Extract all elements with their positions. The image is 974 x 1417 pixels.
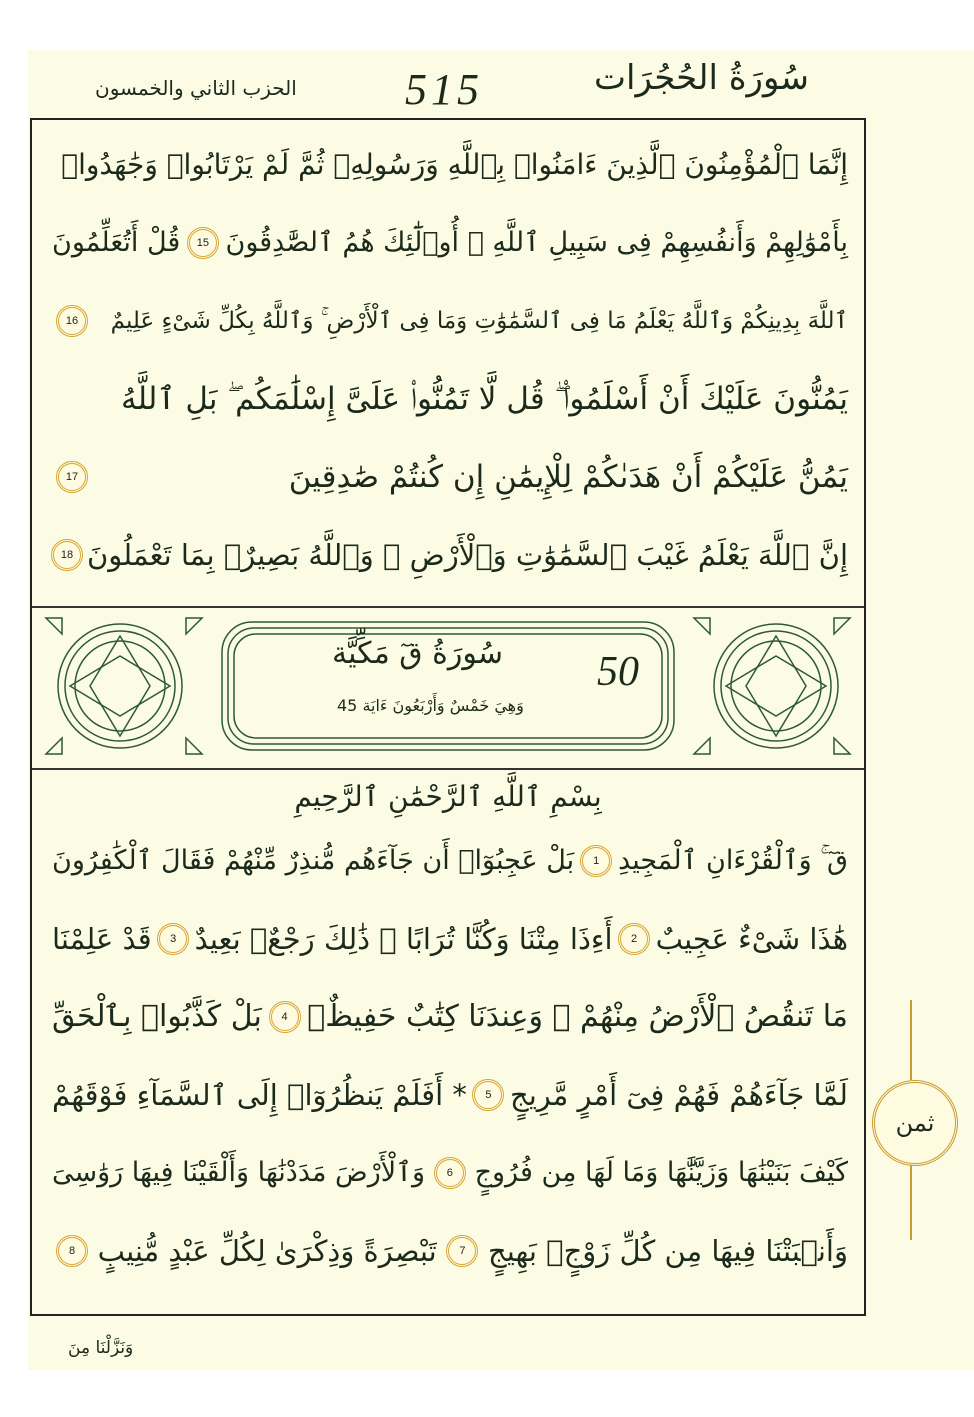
verse-text: كَيْفَ بَنَيْنَٰهَا وَزَيَّنَّٰهَا وَمَا لَهَا مِن فُرُوجٍ	[474, 1157, 848, 1188]
verse-text: إِنَّمَا ٱلْمُؤْمِنُونَ ٱلَّذِينَ ءَامَنُوا۟ بِٱللَّهِ وَرَسُولِهِۦ ثُمَّ لَمْ يَرْتَابُوا۟ وَجَٰهَدُوا۟	[61, 148, 848, 181]
verse-text: لَمَّا جَآءَهُمْ فَهُمْ فِىٓ أَمْرٍ مَّرِيجٍ	[509, 1078, 848, 1112]
ayah-number-marker: 8	[56, 1235, 88, 1267]
surah-banner-number: 50	[597, 649, 639, 695]
verse-text: قُلْ أَتُعَلِّمُونَ	[52, 227, 181, 258]
verse-text: إِنَّ ٱللَّهَ يَعْلَمُ غَيْبَ ٱلسَّمَٰوَٰتِ وَٱلْأَرْضِ ۚ وَٱللَّهُ بَصِيرٌۢ بِمَا تَعْمَلُونَ	[87, 538, 848, 572]
verse-text: تَبْصِرَةً وَذِكْرَىٰ لِكُلِّ عَبْدٍ مُّنِيبٍ	[97, 1234, 437, 1268]
catchword: وَنَزَّلْنَا مِنَ	[68, 1338, 134, 1358]
ayah-number-marker: 4	[269, 1001, 301, 1033]
verse-text: هَٰذَا شَىْءٌ عَجِيبٌ	[655, 922, 848, 956]
surah-banner-subtitle: وَهِيَ خَمْسٌ وَأَرْبَعُونَ ءَايَة 45	[337, 696, 524, 715]
banner-ornament-icon	[32, 608, 864, 764]
ayah-number-marker: 7	[446, 1235, 478, 1267]
hizb-label: الحزب الثاني والخمسون	[95, 76, 297, 100]
verse-line	[52, 1138, 848, 1208]
verse-text: وَأَنۢبَتْنَا فِيهَا مِن كُلِّ زَوْجٍۭ بَهِيجٍ	[488, 1234, 848, 1268]
surah-banner-title: سُورَةُ قٓ مَكِّيَّة	[332, 636, 503, 671]
verse-text: مَا تَنقُصُ ٱلْأَرْضُ مِنْهُمْ ۖ وَعِندَنَا كِتَٰبٌ حَفِيظٌۢ	[307, 999, 848, 1034]
verse-line	[52, 1060, 848, 1130]
verse-text: بَلْ كَذَّبُوا۟ بِٱلْحَقِّ	[52, 999, 262, 1034]
verse-line	[52, 442, 848, 512]
verse-line	[52, 904, 848, 974]
verse-text: ٱللَّهَ بِدِينِكُمْ وَٱللَّهُ يَعْلَمُ مَا فِى ٱلسَّمَٰوَٰتِ وَمَا فِى ٱلْأَرْضِ ۚ وَٱللَّهُ بِكُلِّ شَىْءٍ عَلِيمٌ	[110, 308, 848, 334]
verse-text: يَمُنُّونَ عَلَيْكَ أَنْ أَسْلَمُوا۟ ۖ قُل لَّا تَمُنُّوا۟ عَلَىَّ إِسْلَٰمَكُم ۖ بَلِ ٱللَّهُ	[121, 381, 848, 417]
basmala: بِسْمِ ٱللَّهِ ٱلرَّحْمَٰنِ ٱلرَّحِيمِ	[294, 780, 602, 813]
text-frame	[30, 118, 866, 1316]
verse-line	[52, 208, 848, 278]
verse-text: * أَفَلَمْ يَنظُرُوٓا۟ إِلَى ٱلسَّمَآءِ فَوْقَهُمْ	[52, 1078, 467, 1112]
verse-text: أَءِذَا مِتْنَا وَكُنَّا تُرَابًا ۖ ذَٰلِكَ رَجْعٌۢ بَعِيدٌ	[194, 922, 613, 956]
verse-line	[52, 1216, 848, 1286]
verse-line	[52, 286, 848, 356]
thumn-marker: ثمن	[872, 1080, 958, 1166]
ayah-number-marker: 18	[51, 539, 83, 571]
verse-line	[52, 364, 848, 434]
verse-text: قٓ ۚ وَٱلْقُرْءَانِ ٱلْمَجِيدِ	[618, 845, 848, 876]
page-number: 515	[405, 65, 483, 114]
ayah-number-marker: 6	[434, 1157, 466, 1189]
ayah-number-marker: 15	[187, 227, 219, 259]
surah-qaf-banner	[32, 606, 864, 770]
verse-text: بِأَمْوَٰلِهِمْ وَأَنفُسِهِمْ فِى سَبِيلِ ٱللَّهِ ۚ أُو۟لَٰٓئِكَ هُمُ ٱلصَّٰدِقُونَ	[225, 227, 848, 258]
margin-ornament-stem-bottom	[910, 1160, 912, 1240]
verse-line	[52, 520, 848, 590]
surah-name-header: سُورَةُ الحُجُرَات	[593, 58, 809, 98]
verse-text: يَمُنُّ عَلَيْكُمْ أَنْ هَدَىٰكُمْ لِلْإِيمَٰنِ إِن كُنتُمْ صَٰدِقِينَ	[288, 459, 848, 495]
ayah-number-marker: 1	[580, 845, 612, 877]
ayah-number-marker: 5	[472, 1079, 504, 1111]
verse-line	[52, 130, 848, 200]
verse-text: بَلْ عَجِبُوٓا۟ أَن جَآءَهُم مُّنذِرٌ مِّنْهُمْ فَقَالَ ٱلْكَٰفِرُونَ	[52, 845, 575, 876]
verse-line	[52, 826, 848, 896]
ayah-number-marker: 3	[157, 923, 189, 955]
ayah-number-marker: 17	[56, 461, 88, 493]
ayah-number-marker: 16	[56, 305, 88, 337]
verse-line	[52, 982, 848, 1052]
ayah-number-marker: 2	[618, 923, 650, 955]
margin-ornament-stem-top	[910, 1000, 912, 1080]
verse-text: قَدْ عَلِمْنَا	[52, 922, 152, 956]
verse-text: وَٱلْأَرْضَ مَدَدْنَٰهَا وَأَلْقَيْنَا فِيهَا رَوَٰسِىَ	[52, 1157, 425, 1188]
